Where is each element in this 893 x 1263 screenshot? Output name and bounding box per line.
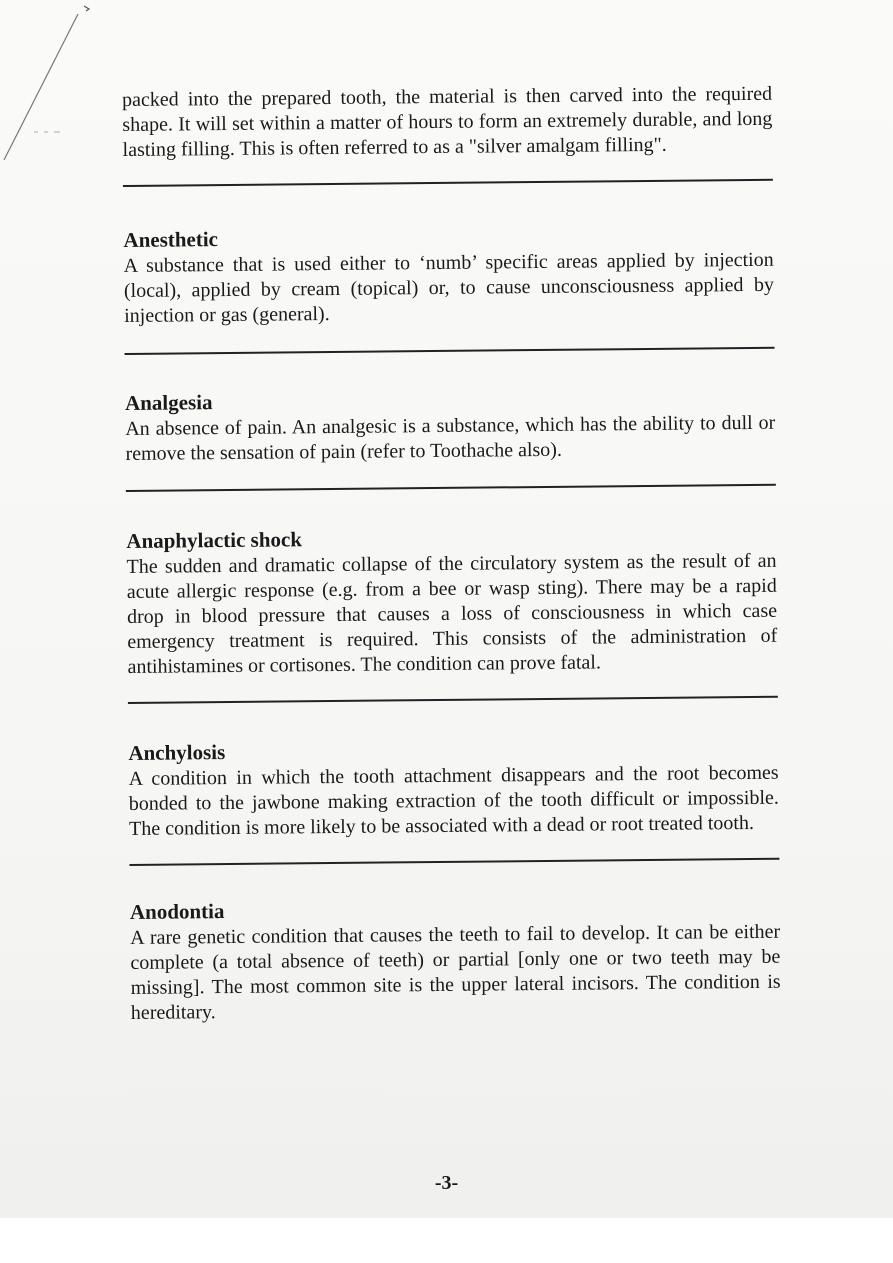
entry-analgesia bbox=[125, 384, 776, 467]
entry-anchylosis bbox=[128, 734, 779, 842]
entry-text: A rare genetic condition that causes the teeth to fail to develop. It can be either complete (a total absence of teeth) or partial [only one or two teeth may be missing]. The most common site is the upper lateral incisors. The condition is hereditary. bbox=[130, 920, 781, 1024]
section-divider bbox=[129, 858, 779, 866]
entry-text: An absence of pain. An analgesic is a substance, which has the ability to dull or remove the sensation of pain (refer to Toothache also). bbox=[125, 411, 776, 465]
page-bottom-margin bbox=[0, 1218, 893, 1263]
section-divider bbox=[123, 179, 773, 187]
entry-anesthetic bbox=[123, 221, 774, 329]
entry-title: Anesthetic bbox=[123, 227, 219, 252]
section-divider bbox=[128, 696, 778, 704]
entry-title: Anchylosis bbox=[128, 740, 226, 765]
entry-text: The sudden and dramatic collapse of the circulatory system as the result of an acute allergic response (e.g. from a bee or wasp sting). There may be a rapid drop in blood pressure that causes a loss of consciousness in which case emergency treatment is required. This consists of the administration of antihistamines or cortisones. The condition can prove fatal. bbox=[126, 549, 778, 678]
entry-text: A condition in which the tooth attachment disappears and the root becomes bonded to the jawbone making extraction of the tooth difficult or impossible. The condition is more likely to be associated with a dead or root treated tooth. bbox=[128, 761, 779, 840]
entry-title: Analgesia bbox=[124, 390, 213, 415]
intro-paragraph: packed into the prepared tooth, the material is then carved into the required shape. It will set within a matter of hours to form an extremely durable, and long lasting filling. This is often referred to as a "silver amalgam filling". bbox=[122, 82, 773, 161]
scan-edge-marks bbox=[0, 0, 90, 170]
entry-text: A substance that is used either to ‘numb’ specific areas applied by injection (local), applied by cream (topical) or, to cause unconsciousness applied by injection or gas (general). bbox=[123, 248, 775, 327]
entry-title: Anodontia bbox=[129, 899, 225, 924]
entry-anaphylactic-shock bbox=[126, 522, 777, 680]
entry-anodontia bbox=[130, 893, 781, 1026]
page-number: -3- bbox=[434, 1172, 459, 1194]
entry-title: Anaphylactic shock bbox=[126, 527, 303, 553]
section-divider bbox=[125, 347, 775, 355]
section-divider bbox=[126, 484, 776, 492]
document-body bbox=[122, 82, 781, 1026]
